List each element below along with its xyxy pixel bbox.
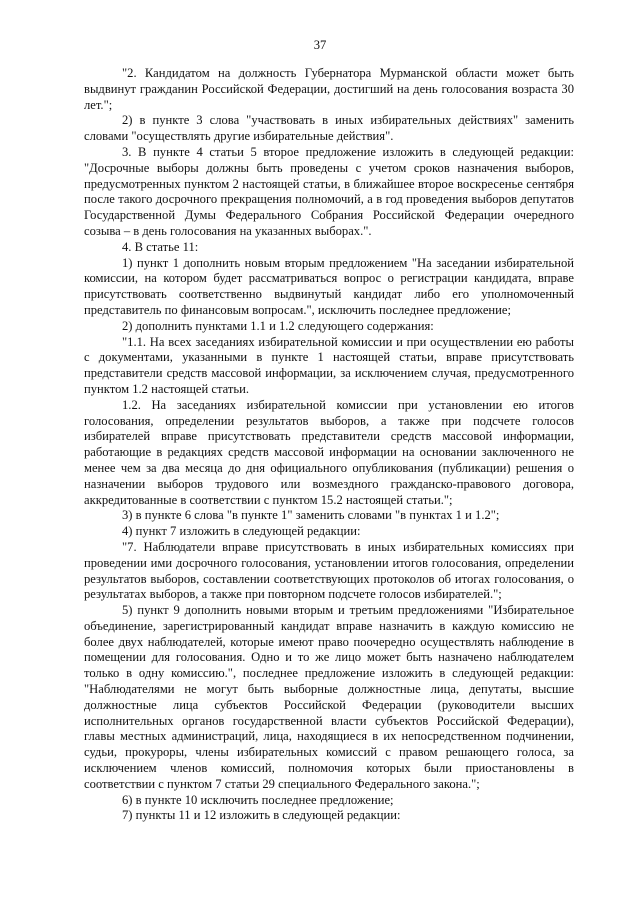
paragraph-point-7: "7. Наблюдатели вправе присутствовать в иных избирательных комиссиях при проведении ими досрочного голосования, установлении итогов голосования, определении результатов выборов, составлении соответствующих протоколов об итогах голосования, о результатах выборов, а также при повторном подсчете голосов избирателей."; — [84, 539, 574, 602]
paragraph-item-7: 7) пункты 11 и 12 изложить в следующей редакции: — [122, 808, 401, 823]
paragraph-item-3: 3) в пункте 6 слова "в пункте 1" заменить словами "в пунктах 1 и 1.2"; — [122, 508, 500, 523]
paragraph-point-1-2: 1.2. На заседаниях избирательной комиссии при установлении ею итогов голосования, определении результатов выборов, а также при подсчете голосов избирателей вправе присутствовать представители средств массовой информации, работающие в редакциях средств массовой информации на основании заключенного не менее чем за два месяца до дня официального опубликования (публикации) решения о назначении выборов трудового или возмездного гражданско-правового договора, аккредитованные в соответствии с пунктом 15.2 настоящей статьи."; — [84, 397, 574, 507]
paragraph-point-1-1: "1.1. На всех заседаниях избирательной комиссии и при осуществлении ею работы с документами, указанными в пункте 1 настоящей статьи, вправе присутствовать представители средств массовой информации, за исключением случая, предусмотренного пунктом 1.2 настоящей статьи. — [84, 334, 574, 396]
paragraph-item-2: 2) дополнить пунктами 1.1 и 1.2 следующего содержания: — [122, 318, 434, 333]
paragraph-item-4: 4) пункт 7 изложить в следующей редакции: — [122, 524, 361, 539]
paragraph-article-5: 3. В пункте 4 статьи 5 второе предложение изложить в следующей редакции: "Досрочные выборы должны быть проведены с учетом сроков назначения выборов, предусмотренных пунктом 2 настоящей статьи, в ближайшее второе воскресенье сентября после такого досрочного прекращения полномочий, а в год проведения выборов депутатов Государственной Думы Федерального Собрания Российской Федерации очередного созыва – в день голосования на указанных выборах.". — [84, 144, 574, 238]
paragraph-item-6: 6) в пункте 10 исключить последнее предложение; — [122, 792, 394, 807]
paragraph-candidate-age: "2. Кандидатом на должность Губернатора Мурманской области может быть выдвинут гражданин Российской Федерации, достигший на день голосования возраста 30 лет."; — [84, 66, 574, 112]
paragraph-item-1: 1) пункт 1 дополнить новым вторым предложением "На заседании избирательной комиссии, на котором будет рассматриваться вопрос о регистрации кандидата, вправе присутствовать соответственно выдвинутый кандидат либо его уполномоченный представитель по финансовым вопросам.", исключить последнее предложение; — [84, 255, 574, 317]
paragraph-item-5: 5) пункт 9 дополнить новыми вторым и третьим предложениями "Избирательное объединение, зарегистрированный кандидат вправе назначить в каждую комиссию не более двух наблюдателей, которые имеют право поочередно осуществлять наблюдение в помещении для голосования. Одно и то же лицо может быть назначено наблюдателем только в одну комиссию.", последнее предложение изложить в следующей редакции: "Наблюдателями не могут быть выборные должностные лица, депутаты, высшие должностные лица субъектов Российской Федерации (руководители высших исполнительных органов государственной власти субъектов Российской Федерации), главы местных администраций, лица, находящиеся в их непосредственном подчинении, судьи, прокуроры, члены избирательных комиссий с правом решающего голоса, за исключением членов комиссий, полномочия которых были приостановлены в соответствии с пунктом 7 статьи 29 специального Федерального закона."; — [84, 603, 574, 791]
paragraph-item-2-point-3: 2) в пункте 3 слова "участвовать в иных избирательных действиях" заменить словами "осуществлять другие избирательные действия". — [84, 113, 574, 144]
paragraph-article-11-heading: 4. В статье 11: — [122, 239, 199, 254]
document-body — [84, 66, 574, 824]
page-number: 37 — [313, 38, 327, 52]
